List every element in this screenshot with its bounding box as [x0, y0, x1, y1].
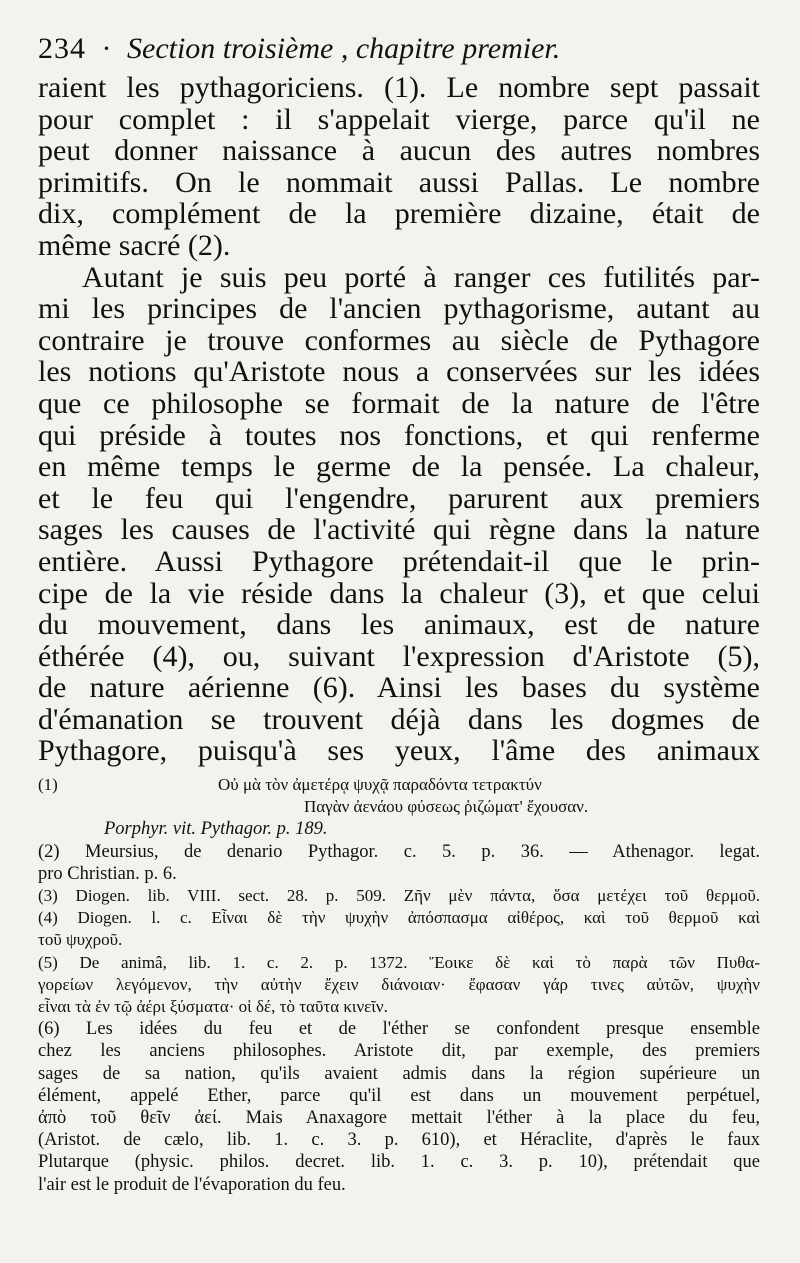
text-line: primitifs. On le nommait aussi Pallas. Le nombre — [38, 165, 760, 199]
footnote-line: (2) Meursius, de denario Pythagor. c. 5. p. 36. — Athenagor. legat. — [38, 841, 760, 862]
text-line: que ce philosophe se formait de la nature de l'être — [38, 386, 760, 420]
footnote-3 — [38, 885, 760, 907]
footnote-line: Plutarque (physic. philos. decret. lib. 1. c. 3. p. 10), prétendait que — [38, 1152, 760, 1173]
text-line: et le feu qui l'engendre, parurent aux premiers — [38, 481, 760, 515]
footnote-line: εἶναι τὰ ἐν τῷ ἀέρι ξύσματα· οἱ δέ, τὸ ταῦτα κινεῖν. — [38, 997, 388, 1017]
footnote-line: chez les anciens philosophes. Aristote dit, par exemple, des premiers — [38, 1041, 760, 1062]
text-line: même sacré (2). — [38, 228, 231, 262]
main-text — [38, 72, 760, 767]
page-number: 234 — [38, 32, 86, 65]
text-line: d'émanation se trouvent déjà dans les dogmes de — [38, 702, 760, 736]
footnote-line: (4) Diogen. l. c. Εἶναι δὲ τὴν ψυχὴν ἀπόσπασμα αἰθέρος, καὶ τοῦ θερμοῦ καὶ — [38, 908, 760, 928]
footnote-line: élément, appelé Ether, parce qu'il est dans un mouvement perpétuel, — [38, 1085, 760, 1106]
text-line: sages les causes de l'activité qui règne dans la nature — [38, 513, 760, 547]
text-line: en même temps le germe de la pensée. La chaleur, — [38, 450, 760, 484]
footnote-2 — [38, 841, 760, 885]
footnote-line: (Aristot. de cælo, lib. 1. c. 3. p. 610), et Héraclite, d'après le faux — [38, 1130, 760, 1151]
text-line: cipe de la vie réside dans la chaleur (3), et que celui — [38, 576, 760, 610]
footnote-line: sages de sa nation, qu'ils avaient admis dans la région supérieure un — [38, 1063, 760, 1084]
text-line: mi les principes de l'ancien pythagorisme, autant au — [38, 292, 760, 326]
text-line: peut donner naissance à aucun des autres nombres — [38, 134, 760, 168]
footnote-6 — [38, 1018, 760, 1196]
text-line: entière. Aussi Pythagore prétendait-il que le prin- — [38, 544, 760, 578]
text-line: pour complet : il s'appelait vierge, parce qu'il ne — [38, 102, 760, 136]
footnote-marker: (1) — [38, 775, 58, 794]
footnote-line: pro Christian. p. 6. — [38, 863, 177, 884]
footnote-line: ἀπὸ τοῦ θεῖν ἀεί. Mais Anaxagore mettait l'éther à la place du feu, — [38, 1108, 760, 1129]
text-line: éthérée (4), ou, suivant l'expression d'Aristote (5), — [38, 639, 760, 673]
footnote-line: (3) Diogen. lib. VIII. sect. 28. p. 509. Ζῆν μὲν πάντα, ὅσα μετέχει τοῦ θερμοῦ. — [38, 886, 760, 906]
footnote-1 — [38, 774, 760, 841]
footnote-line: (5) De animâ, lib. 1. c. 2. p. 1372. Ἔοικε δὲ καὶ τὸ παρὰ τῶν Πυθα- — [38, 952, 760, 972]
text-line: les notions qu'Aristote nous a conservées sur les idées — [38, 355, 760, 389]
footnotes — [38, 774, 760, 1196]
footnote-5 — [38, 952, 760, 1019]
footnote-line: (6) Les idées du feu et de l'éther se confondent presque ensemble — [38, 1019, 760, 1040]
text-line: du mouvement, dans les animaux, est de nature — [38, 608, 760, 642]
running-header — [38, 30, 758, 68]
text-line: Autant je suis peu porté à ranger ces futilités par- — [82, 260, 760, 294]
footnote-4 — [38, 907, 760, 951]
text-line: contraire je trouve conformes au siècle de Pythagore — [38, 323, 760, 357]
footnote-greek-line: (1) Οὐ μὰ τὸν ἀμετέρᾳ ψυχᾷ παραδόντα τετρακτύν — [38, 774, 760, 796]
text-line: Pythagore, puisqu'à ses yeux, l'âme des animaux — [38, 734, 760, 768]
footnote-reference: Porphyr. vit. Pythagor. p. 189. — [104, 819, 328, 840]
text-line: dix, complément de la première dizaine, était de — [38, 197, 760, 231]
running-title: Section troisième , chapitre premier. — [127, 32, 561, 65]
footnote-line: l'air est le produit de l'évaporation du feu. — [38, 1174, 346, 1195]
text-line: de nature aérienne (6). Ainsi les bases du système — [38, 671, 760, 705]
text-line: qui préside à toutes nos fonctions, et qui renferme — [38, 418, 760, 452]
footnote-line: τοῦ ψυχροῦ. — [38, 930, 123, 950]
text-line: raient les pythagoriciens. (1). Le nombre sept passait — [38, 71, 760, 104]
footnote-line: γορείων λεγόμενον, τὴν αὐτὴν ἔχειν διάνοιαν· ἔφασαν γάρ τινες αὐτῶν, ψυχὴν — [38, 974, 760, 994]
footnote-greek-line: Παγὰν ἀενάου φύσεως ῥιζώματ' ἔχουσαν. — [304, 797, 589, 817]
header-separator: · — [101, 32, 112, 65]
